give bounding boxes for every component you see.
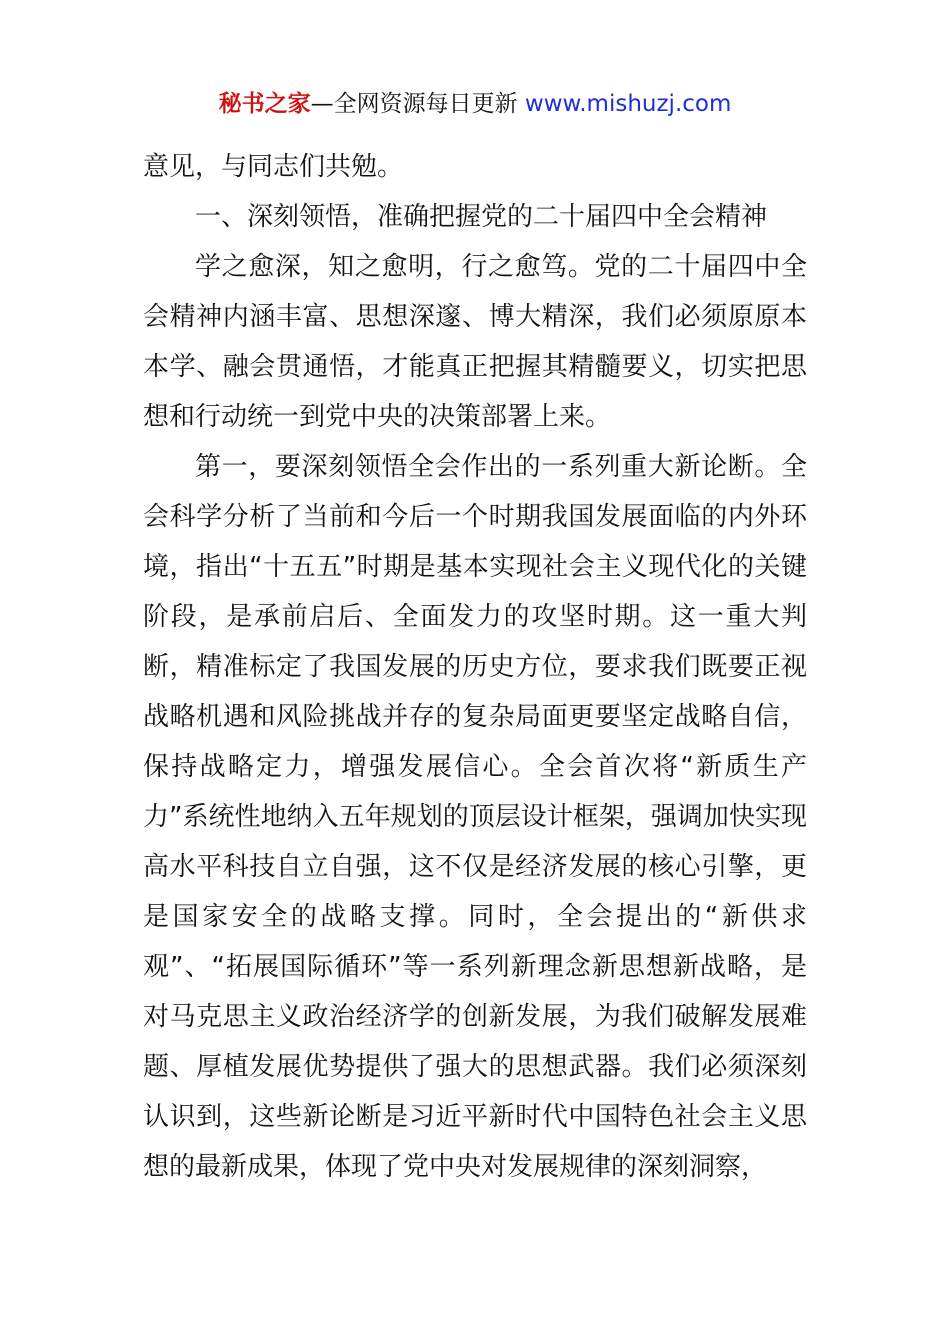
paragraph-continuation: 意见，与同志们共勉。 <box>143 152 404 182</box>
paragraph-intro: 学之愈深，知之愈明，行之愈笃。党的二十届四中全会精神内涵丰富、思想深邃、博大精深，我们必须原原本本学、融会贯通悟，才能真正把握其精髓要义，切实把思想和行动统一到党中央的决策部署上来。 <box>143 252 807 432</box>
page-header <box>0 86 950 122</box>
brand-name: 秘书之家 <box>218 91 311 117</box>
header-tagline: —全网资源每日更新 <box>310 91 525 117</box>
section-heading: 一、深刻领悟，准确把握党的二十届四中全会精神 <box>195 202 768 232</box>
site-url-link[interactable]: www.mishuzj.com <box>524 91 732 117</box>
paragraph-first-point: 第一，要深刻领悟全会作出的一系列重大新论断。全会科学分析了当前和今后一个时期我国发展面临的内外环境，指出“十五五”时期是基本实现社会主义现代化的关键阶段，是承前启后、全面发力的攻坚时期。这一重大判断，精准标定了我国发展的历史方位，要求我们既要正视战略机遇和风险挑战并存的复杂局面更要坚定战略自信，保持战略定力，增强发展信心。全会首次将“新质生产力”系统性地纳入五年规划的顶层设计框架，强调加快实现高水平科技自立自强，这不仅是经济发展的核心引擎，更是国家安全的战略支撑。同时，全会提出的“新供求观”、“拓展国际循环”等一系列新理念新思想新战略，是对马克思主义政治经济学的创新发展，为我们破解发展难题、厚植发展优势提供了强大的思想武器。我们必须深刻认识到，这些新论断是习近平新时代中国特色社会主义思想的最新成果，体现了党中央对发展规律的深刻洞察， <box>143 452 807 1182</box>
document-body <box>143 142 807 1192</box>
